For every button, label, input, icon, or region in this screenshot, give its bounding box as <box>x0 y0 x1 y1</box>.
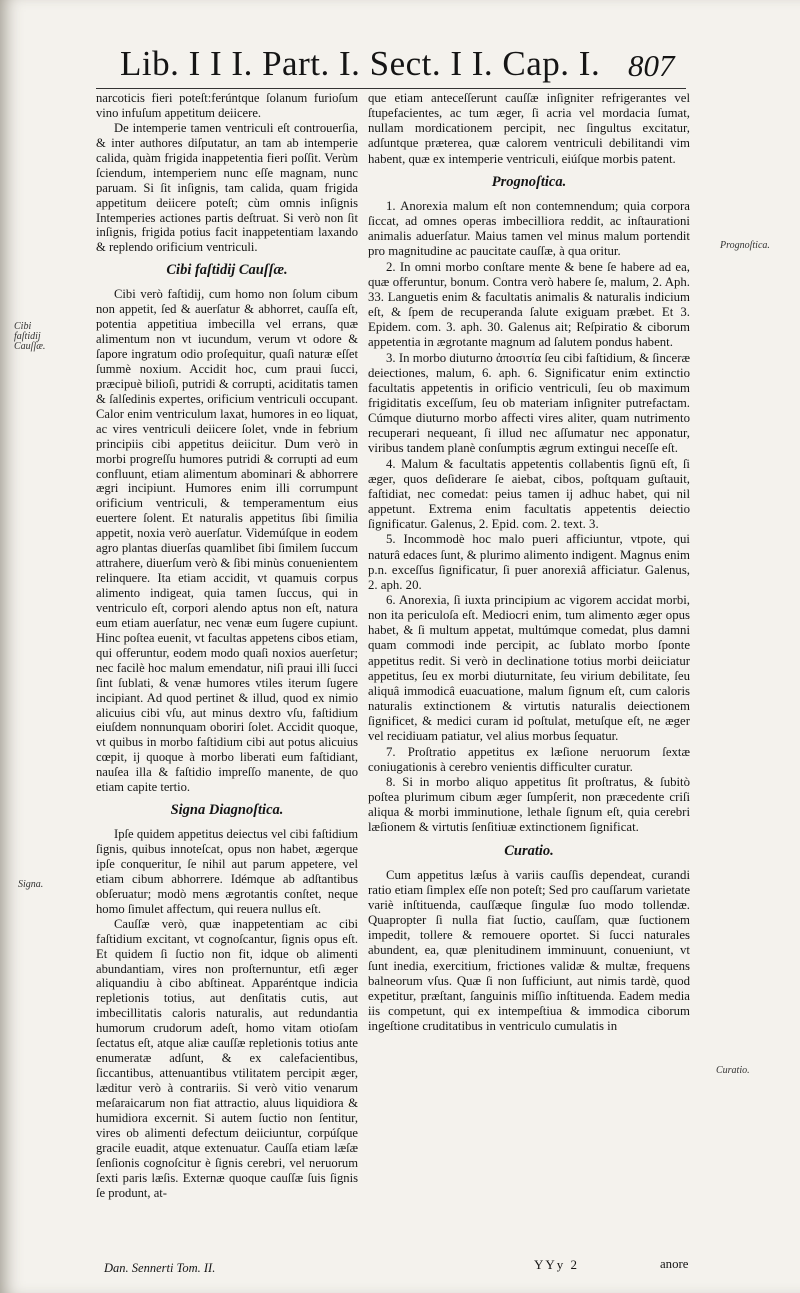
section-heading-prognostics: Prognoſtica. <box>491 173 567 190</box>
section-heading-signs: Signa Diagnoſtica. <box>170 802 284 819</box>
paragraph: 3. In morbo diuturno ἀποσιτία ſeu cibi faſtidium, & ſinceræ deiectiones, malum, 6. aph. 6. Significatur enim extinctio facultatis appetentis in orificio ventriculi, ſeu ob maximum frigiditatis exceſſum, ſeu ob materiam inſigniter putrefactam. Cúmque diuturno morbo affecti vires aliter, quam nutrimento recuperari nequeant, ſi illud nec aſſumatur nec apponatur, viribus tandem planè conſumptis ægrum extingui neceſſe eſt. <box>368 350 690 456</box>
left-column <box>96 91 358 1201</box>
paragraph: Cum appetitus læſus à variis cauſſis dependeat, curandi ratio etiam ſimplex eſſe non poteſt; Sed pro cauſſarum varietate variè inſtituenda, cauſſæque ſingulæ ſuo modo tollendæ. Quapropter ſi nulla fiat ſuctio, cauſſam, quæ ſuctionem impedit, tollere & remouere oportet. Si ſucci naturales abundent, ea, quæ plenitudinem imminuunt, conueniunt, vt ſunt inedia, exercitium, frictiones validæ & multæ, frequens balneorum vſus. Quæ ſi non ſufficiunt, aut nimis tardè, quod expetitur, præſtant, ſanguinis miſſio inſtituenda. Eadem media iis competunt, qui ex intempeſtiua & immodica ciborum ingeſtione cruditatibus in ventriculo cumulatis in <box>368 867 690 1034</box>
signature-mark: YYy 2 <box>534 1257 580 1272</box>
paragraph: Ipſe quidem appetitus deiectus vel cibi faſtidium ſignis, quibus innoteſcat, opus non habet, ægerque ipſe conqueritur, ſe nihil aut parum appetere, vel etiam cibum abhorrere. Idémque ab adſtantibus obſeruatur; modò mens ægrotantis conſtet, neque homo ſimulet affectum, qui reuera nullus eſt. <box>96 827 358 916</box>
right-column <box>368 91 690 1034</box>
section-heading-cure: Curatio. <box>504 842 554 859</box>
paragraph: 1. Anorexia malum eſt non contemnendum; quia corpora ſiccat, ad omnes operas imbecilliora reddit, ac inſtaurationi animalis aduerſatur. Maius tamen vel minus malum portendit pro magnitudine ac paucitate cauſſæ, à qua oritur. <box>368 198 690 259</box>
catchword: anore <box>660 1257 689 1271</box>
section-heading-causes: Cibi faſtidij Cauſſæ. <box>166 262 288 279</box>
paragraph: De intemperie tamen ventriculi eſt controuerſia, & inter authores diſputatur, an tam ab intemperie calida, quàm frigida inappetentia fieri poſſit. Verùm ſciendum, intemperiem nunc eſſe magnam, nunc paruam. Si ſit inſignis, tam calida, quam frigida appetitum deiicere poteſt; cùm omnis inſignis Intemperies actiones partis deſtruat. Si verò non ſit inſignis, frigida potius facit inappetentiam laxando & replendo orificium ventriculi. <box>96 120 358 255</box>
running-head: Lib. I I I. Part. I. Sect. I I. Cap. I. <box>120 44 601 83</box>
paragraph: 8. Si in morbo aliquo appetitus ſit proſtratus, & ſubitò poſtea plurimum cibum æger ſumpſerit, non præcedente criſi aliqua & morbi imminutione, lethale ſignum eſt, quia cerebri læſionem & virtutis ſenſitiuæ extinctionem ſignificat. <box>368 774 690 835</box>
page-number: 807 <box>628 48 675 83</box>
margin-note-signs: Signa. <box>18 879 44 890</box>
paragraph: Cibi verò faſtidij, cum homo non ſolum cibum non appetit, ſed & auerſatur & abhorret, cauſſa eſt, potentia appetitiua imbecilla vel errans, quæ alimentum non vt iucundum, verum vt odore & ſapore ingratum odio proſequitur, quaſi naturæ eſſet ſummè noxium. Accidit hoc, cum praui ſucci, præcipuè bilioſi, putridi & corrupti, aciditatis tamen & ſalſedinis expertes, orificium ventriculi occupant. Calor enim ventriculum laxat, humores in eo liquat, ac vires ventriculi deiicere ſolet, vnde in febrium principiis cibi appetitus deiicitur. Dum verò in morbi progreſſu humores putridi & corrupti ad eum confluunt, etiam alimentum abominari & abhorrere ægri incipiunt. Humores enim illi corrumpunt orificium ventriculi, & temperamentum eius euertere ſolent. Et naturalis appetitus ſibi ſimilia appetit, noxia verò auerſatur. Videmúſque in eodem agro plantas diuerſas quamlibet ſibi ſimilem ſuccum attrahere, diuerſum verò & ſibi minùs conuenientem relinquere. Ita etiam accidit, vt quamuis corpus alimento indigeat, quia tamen ſuccus, qui in ventriculo eſt, corpori alendo aptus non eſt, natura eum etiam auerſatur, nec venæ eum ſugere cupiunt. Hinc poſtea euenit, vt facultas appetens cibos etiam, qui offeruntur, eodem modo quaſi noxios auerſetur; nec facilè hoc malum emendatur, niſi praui illi ſucci ſint ſublati, & venæ humores vtiles iterum ſugere incipiant. Ad quod pertinet & illud, quod ex nimio alicuius cibi vſu, aut minus dextro vſu, faſtidium eiuſdem nonnunquam oboriri ſolet. Accidit quoque, vt quibus in morbo faſtidium cibi aut potus alicuius cœpit, ij quoque à morbo liberati eum faſtidiant, nauſea illa & faſtidio impreſſo manente, de quo etiam capite tertio. <box>96 287 358 795</box>
paragraph: 6. Anorexia, ſi iuxta principium ac vigorem accidat morbi, non ita periculoſa eſt. Mediocri enim, tum alimento æger opus habet, & ſi multum appetat, multúmque comedat, plus damni quam commodi inde percipit, ac ſublato morbo ſponte appetitus redit. Si verò in declinatione totius morbi deiiciatur appetitus, ſeu ex morbi diuturnitate, ſeu virium debilitate, ſeu aliquâ immodicâ euacuatione, malum ſignum eſt, cum caloris naturalis extinctionem & virtutis naturalis deiectionem ſignificet, & medici curam id poſtulat, metuſque eſt, ne æger vel recidiuam patiatur, vel alius morbus ſequatur. <box>368 593 690 744</box>
footer-author: Dan. Sennerti Tom. II. <box>104 1261 216 1275</box>
paragraph: narcoticis fieri poteſt:ferúntque ſolanum furioſum vino infuſum appetitum deiicere. <box>96 91 358 120</box>
margin-note-causes: Cibi faſtidij Cauſſæ. <box>14 321 46 352</box>
margin-note-cure: Curatio. <box>716 1065 750 1076</box>
paragraph: 2. In omni morbo conſtare mente & bene ſe habere ad ea, quæ offeruntur, bonum. Contra verò habere ſe, malum, 2. Aph. 33. Languetis enim & facultatis animalis & naturalis indicium eſt, & ſpem de recuperanda ſalute exiguam præbet. Et 3. Epidem. com. 3. aph. 30. Galenus ait; Reſpiratio & ciborum appetentia in ægrotante magnum ad ſalutem pondus habent. <box>368 259 690 350</box>
paragraph: 7. Proſtratio appetitus ex læſione neruorum ſextæ coniugationis à cerebro venientis difficulter curatur. <box>368 744 690 774</box>
paragraph: que etiam anteceſſerunt cauſſæ inſigniter refrigerantes vel ſtupefacientes, ac tum æger, ſi acria vel mordacia ſumat, nullam mordicationem percipit, nec ſingultus excitatur, adſuntque præterea, quæ calorem ventriculi debilitandi vim habent, quæ ex intemperie ventriculi, eiúſque morbis patent. <box>368 91 690 166</box>
paragraph: Cauſſæ verò, quæ inappetentiam ac cibi faſtidium excitant, vt cognoſcantur, ſignis opus eſt. Et quidem ſi ſuctio non fit, idque ob alimenti abundantiam, vires non proſternuntur, etſi æger aliquandiu à cibo abſtineat. Apparéntque indicia repletionis totius, aut denſitatis cutis, aut imbecillitatis caloris naturalis, aut redundantia humorum crudorum adeſt, homo vitam otioſam ſectatus eſt, atque aliæ cauſſæ repletionis totius ante enumeratæ adſunt, & ex calefacientibus, ſiccantibus, attenuantibus vtilitatem percipit æger, læditur verò à contrariis. Si verò vitio venarum meſaraicarum non fiat attractio, aluus liquidiora & humidiora excernit. Si autem ſuctio non ſentitur, vires ob alimenti defectum deiiciuntur, corpúſque gracile euadit, atque extenuatur. Cauſſa etiam læſæ ſenſionis cognoſcitur è ſignis cerebri, vel neruorum ſexti paris læſis. Externæ quoque cauſſæ ſuis ſignis ſe produnt, at- <box>96 916 358 1200</box>
paragraph: 5. Incommodè hoc malo pueri afficiuntur, vtpote, qui naturâ edaces ſunt, & plurimo alimento indigent. Magnus enim p.n. exceſſus ſignificatur, ſi puer anorexiâ afficiatur. Galenus, 2. aph. 20. <box>368 532 690 592</box>
margin-note-prognostics: Prognoſtica. <box>720 240 770 251</box>
header-rule <box>96 88 686 89</box>
paragraph: 4. Malum & facultatis appetentis collabentis ſignū eſt, ſi æger, quos deſiderare ſe aiebat, cibos, poſtquam guſtauit, faſtidiat, nec comedat: peius tamen ij adhuc habet, qui nil appetunt. Extrema enim facultatis appetentis deiectio ſignificatur. Galenus, 2. Epid. com. 2. text. 3. <box>368 456 690 532</box>
